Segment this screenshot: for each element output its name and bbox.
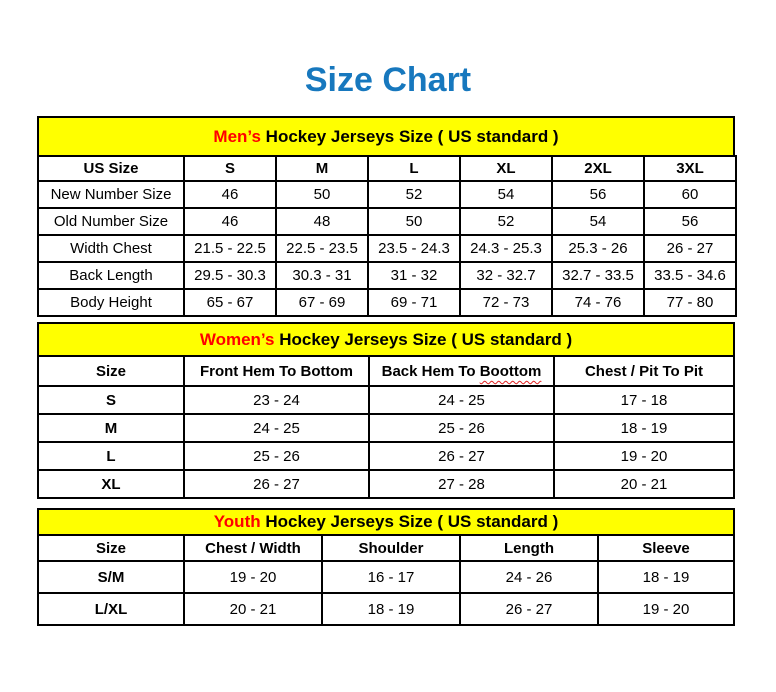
size-cell: 52 [460, 208, 552, 235]
size-cell: 32 - 32.7 [460, 262, 552, 289]
column-header-sleeve: Sleeve [598, 535, 734, 561]
size-cell: 69 - 71 [368, 289, 460, 316]
column-header-shoulder: Shoulder [322, 535, 460, 561]
size-cell: 74 - 76 [552, 289, 644, 316]
youth-banner-text: Hockey Jerseys Size ( US standard ) [260, 512, 559, 532]
size-cell: 26 - 27 [184, 470, 369, 498]
column-header-m: M [276, 156, 368, 181]
size-cell: 52 [368, 181, 460, 208]
row-label: New Number Size [38, 181, 184, 208]
womens-row-xl [38, 470, 734, 498]
size-cell: 32.7 - 33.5 [552, 262, 644, 289]
size-cell: 50 [276, 181, 368, 208]
womens-size-table [37, 355, 735, 499]
womens-row-m [38, 414, 734, 442]
size-cell: 72 - 73 [460, 289, 552, 316]
size-cell: 18 - 19 [554, 414, 734, 442]
mens-banner-text: Hockey Jerseys Size ( US standard ) [260, 126, 559, 146]
youth-section [37, 508, 735, 626]
size-cell: 46 [184, 208, 276, 235]
youth-header-row [38, 535, 734, 561]
size-cell: 20 - 21 [554, 470, 734, 498]
size-cell: 19 - 20 [184, 561, 322, 593]
column-header-2xl: 2XL [552, 156, 644, 181]
back-hem-prefix: Back Hem To [381, 362, 476, 380]
size-cell: 65 - 67 [184, 289, 276, 316]
youth-size-table [37, 534, 735, 626]
youth-row-lxl [38, 593, 734, 625]
mens-row-old-number-size [38, 208, 736, 235]
size-cell: 25 - 26 [184, 442, 369, 470]
row-label: S/M [38, 561, 184, 593]
womens-section [37, 322, 735, 499]
size-cell: 24.3 - 25.3 [460, 235, 552, 262]
size-cell: 23.5 - 24.3 [368, 235, 460, 262]
size-cell: 24 - 25 [184, 414, 369, 442]
row-label: Body Height [38, 289, 184, 316]
size-cell: 29.5 - 30.3 [184, 262, 276, 289]
column-header-front-hem: Front Hem To Bottom [184, 356, 369, 386]
column-header-l: L [368, 156, 460, 181]
row-label: XL [38, 470, 184, 498]
size-cell: 26 - 27 [644, 235, 736, 262]
womens-banner-text: Hockey Jerseys Size ( US standard ) [274, 329, 573, 349]
page-title: Size Chart [304, 61, 472, 99]
column-header-chest-width: Chest / Width [184, 535, 322, 561]
size-cell: 21.5 - 22.5 [184, 235, 276, 262]
mens-header-row [38, 156, 736, 181]
size-cell: 20 - 21 [184, 593, 322, 625]
column-header-back-hem [369, 356, 554, 386]
size-cell: 23 - 24 [184, 386, 369, 414]
column-header-size: Size [38, 535, 184, 561]
size-cell: 19 - 20 [554, 442, 734, 470]
size-cell: 26 - 27 [460, 593, 598, 625]
size-cell: 60 [644, 181, 736, 208]
mens-banner [37, 116, 735, 157]
mens-row-new-number-size [38, 181, 736, 208]
womens-banner-highlight: Women’s [199, 329, 275, 349]
youth-banner [37, 508, 735, 536]
size-cell: 18 - 19 [322, 593, 460, 625]
youth-row-sm [38, 561, 734, 593]
size-cell: 46 [184, 181, 276, 208]
mens-row-back-length [38, 262, 736, 289]
size-cell: 17 - 18 [554, 386, 734, 414]
column-header-xl: XL [460, 156, 552, 181]
back-hem-misspelled-word: Boottom [479, 362, 542, 380]
size-cell: 27 - 28 [369, 470, 554, 498]
size-cell: 48 [276, 208, 368, 235]
column-header-chest-pit: Chest / Pit To Pit [554, 356, 734, 386]
mens-row-body-height [38, 289, 736, 316]
row-label: S [38, 386, 184, 414]
row-label: L [38, 442, 184, 470]
size-cell: 16 - 17 [322, 561, 460, 593]
column-header-s: S [184, 156, 276, 181]
size-cell: 77 - 80 [644, 289, 736, 316]
womens-banner [37, 322, 735, 357]
column-header-3xl: 3XL [644, 156, 736, 181]
size-cell: 25 - 26 [369, 414, 554, 442]
size-cell: 67 - 69 [276, 289, 368, 316]
size-cell: 24 - 25 [369, 386, 554, 414]
size-cell: 56 [552, 181, 644, 208]
size-cell: 19 - 20 [598, 593, 734, 625]
mens-banner-highlight: Men’s [213, 126, 261, 146]
mens-size-table [37, 155, 737, 317]
womens-row-s [38, 386, 734, 414]
column-header-us-size: US Size [38, 156, 184, 181]
size-cell: 54 [552, 208, 644, 235]
column-header-size: Size [38, 356, 184, 386]
size-chart [37, 116, 735, 626]
row-label: Back Length [38, 262, 184, 289]
size-cell: 18 - 19 [598, 561, 734, 593]
womens-header-row [38, 356, 734, 386]
size-cell: 54 [460, 181, 552, 208]
row-label: L/XL [38, 593, 184, 625]
size-cell: 31 - 32 [368, 262, 460, 289]
column-header-length: Length [460, 535, 598, 561]
row-label: Old Number Size [38, 208, 184, 235]
size-cell: 56 [644, 208, 736, 235]
row-label: Width Chest [38, 235, 184, 262]
size-cell: 24 - 26 [460, 561, 598, 593]
size-cell: 25.3 - 26 [552, 235, 644, 262]
size-cell: 50 [368, 208, 460, 235]
size-cell: 26 - 27 [369, 442, 554, 470]
row-label: M [38, 414, 184, 442]
mens-section [37, 116, 735, 317]
youth-banner-highlight: Youth [213, 512, 261, 532]
womens-row-l [38, 442, 734, 470]
size-cell: 33.5 - 34.6 [644, 262, 736, 289]
size-cell: 30.3 - 31 [276, 262, 368, 289]
mens-row-width-chest [38, 235, 736, 262]
size-cell: 22.5 - 23.5 [276, 235, 368, 262]
